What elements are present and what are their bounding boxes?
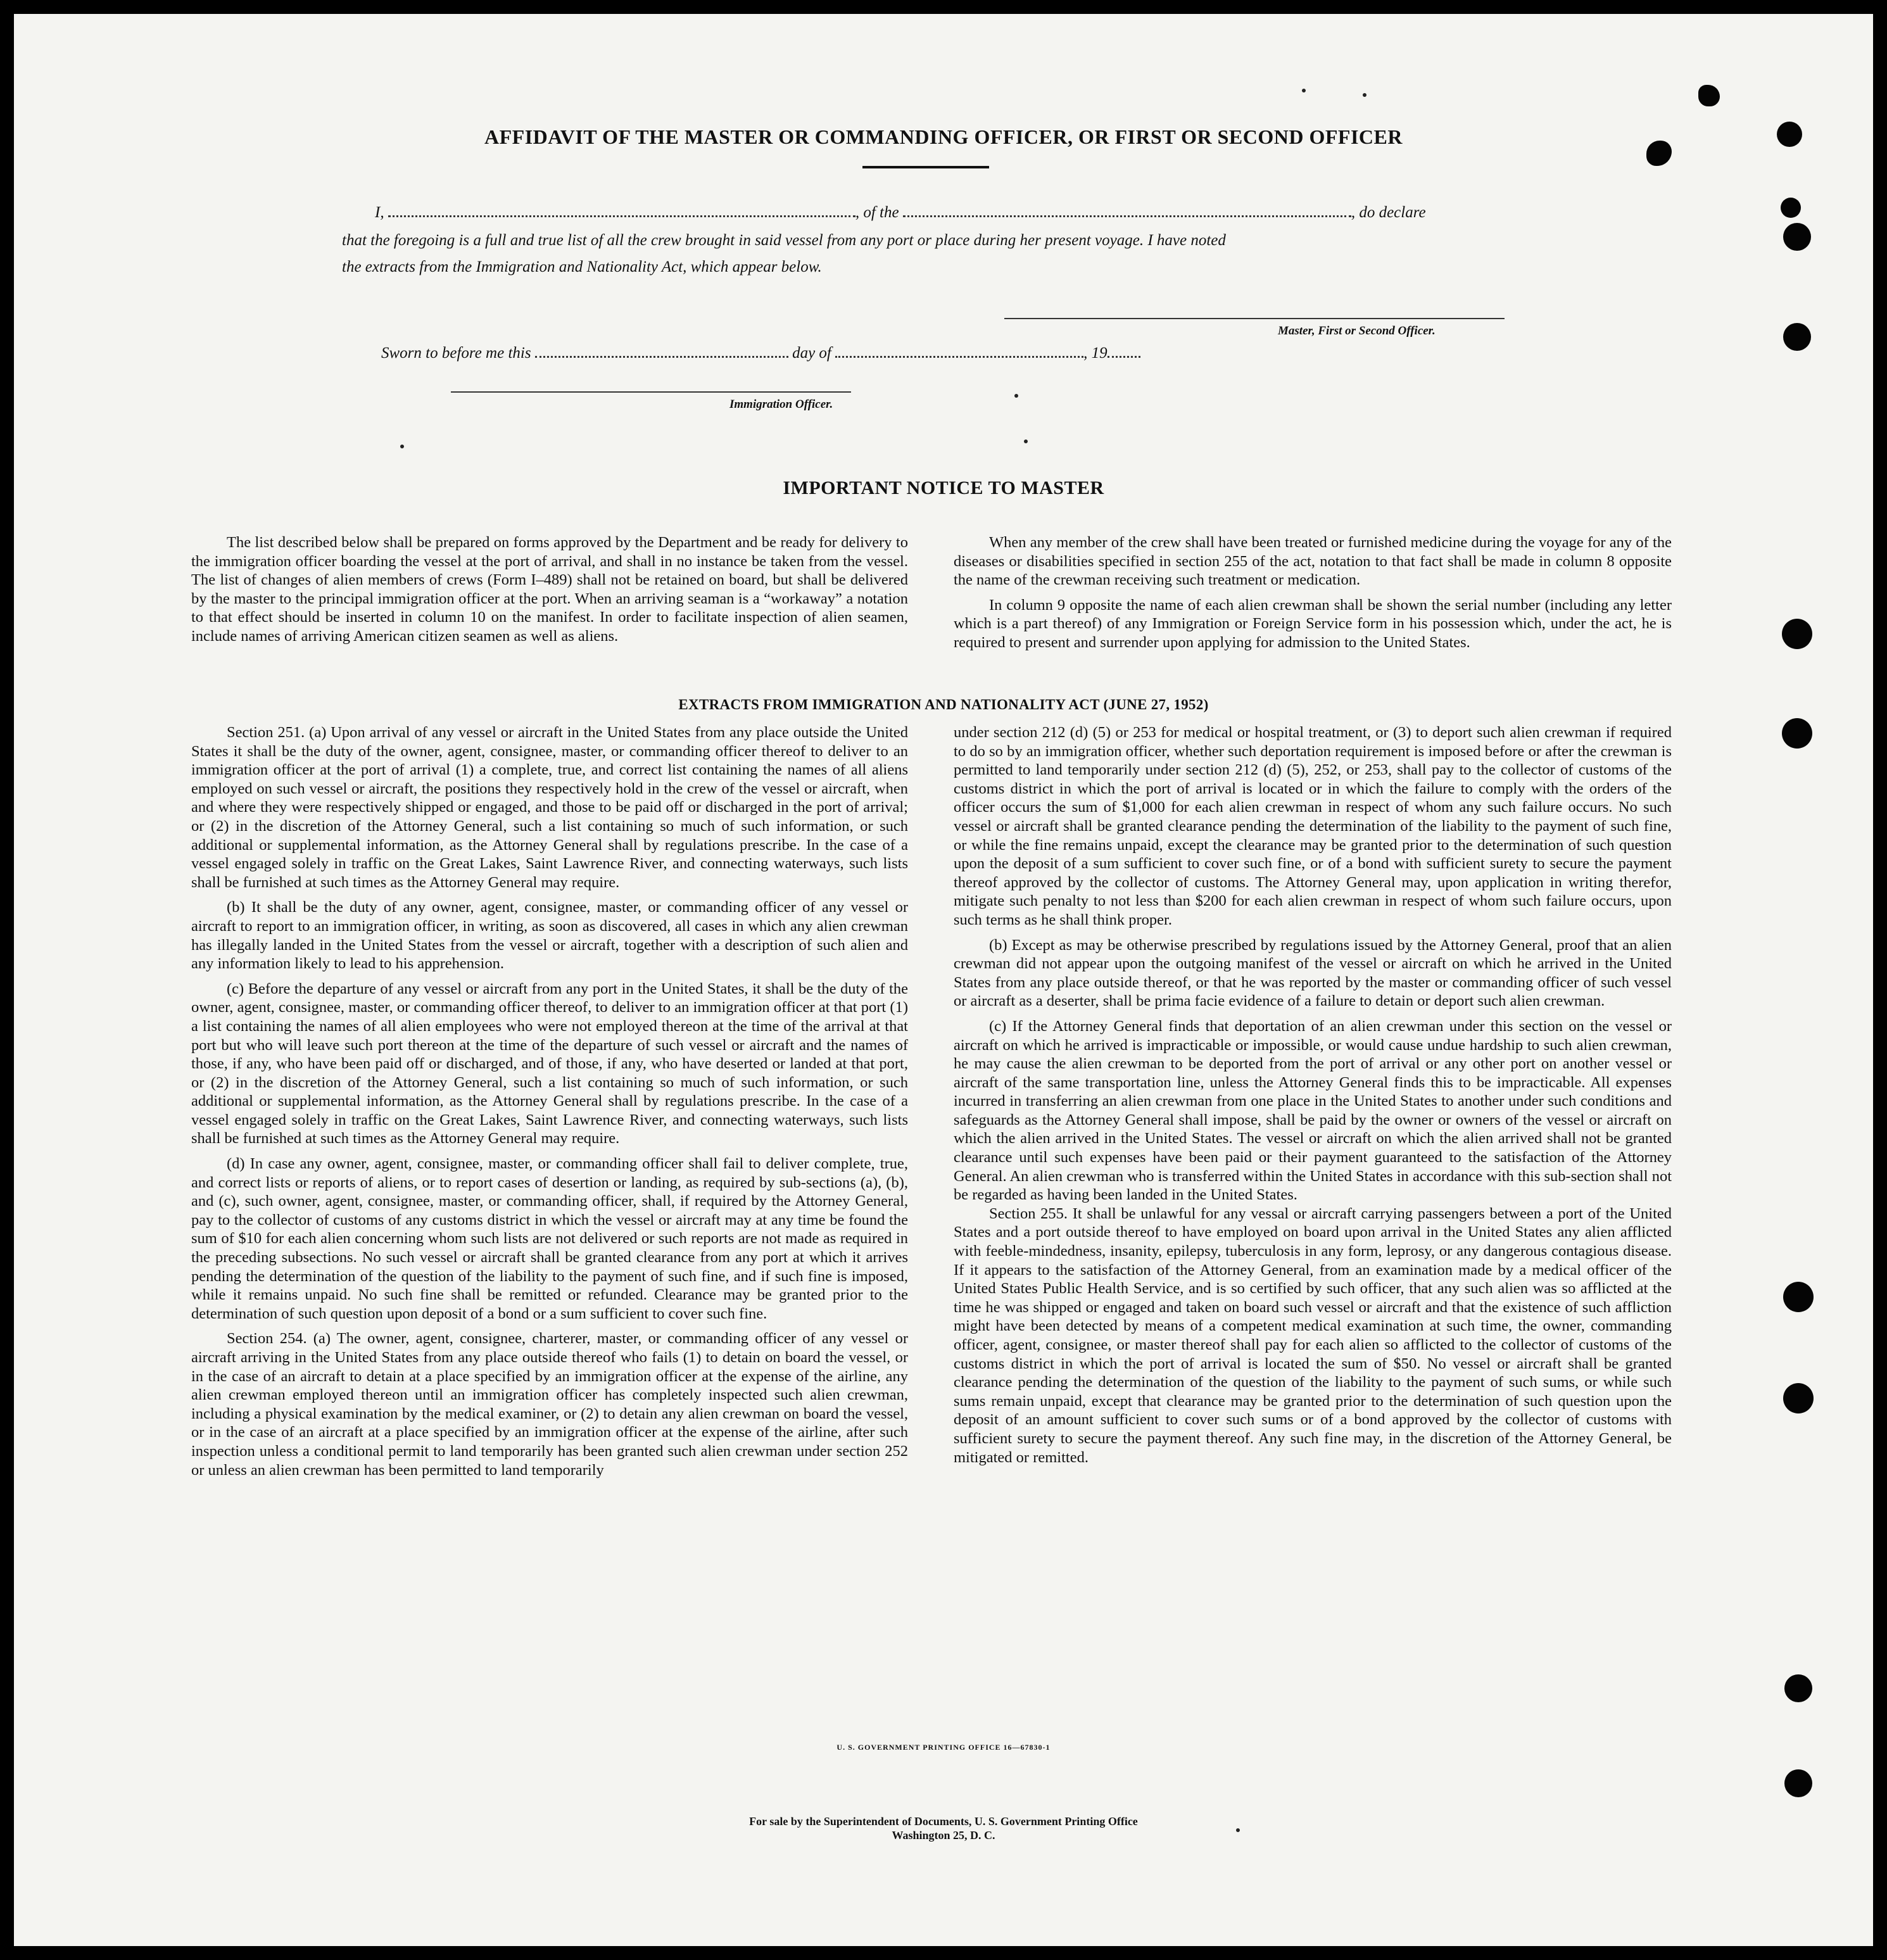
master-signature-caption: Master, First or Second Officer.: [1278, 324, 1436, 338]
section-251-a: Section 251. (a) Upon arrival of any vessel or aircraft in the United States from any place outside the United States it shall be the duty of the owner, agent, consignee, master, or commanding officer thereof to deliver to an immigration officer at the port of arrival (1) a complete, true, and correct list containing the names of all aliens employed on such vessel or aircraft, the positions they respectively hold in the crew of the vessel or aircraft, when and where they were respectively shipped or engaged, and those to be paid off or discharged in the port of arrival; or (2) in the discretion of the Attorney General, such a list containing so much of such information, or such additional or supplemental information, as the Attorney General shall by regulations prescribe. In the case of a vessel engaged solely in traffic on the Great Lakes, Saint Lawrence River, and connecting waterways, such lists shall be furnished at such times as the Attorney General may require.: [191, 724, 908, 891]
declaration-text-3: the extracts from the Immigration and Nationality Act, which appear below.: [342, 258, 822, 275]
binder-hole: [1783, 223, 1811, 251]
speck: [1363, 93, 1366, 97]
label-do-declare: , do declare: [1351, 204, 1426, 221]
sworn-day-field[interactable]: [535, 355, 788, 358]
notice-left-column: [191, 533, 908, 646]
label-of-the: , of the: [855, 204, 899, 221]
section-251-b: (b) It shall be the duty of any owner, agent, consignee, master, or commanding officer of any vessel or aircraft to report to an immigration officer, in writing, as soon as discovered, all cases in which any alien crewman has illegally landed in the United States from the vessel or aircraft, together with a description of such alien and any information likely to lead to his apprehension.: [191, 899, 908, 973]
notice-paragraph: When any member of the crew shall have been treated or furnished medicine during the voyage for any of the diseases or disabilities specified in section 255 of the act, notation to that fact shall be made in column 8 opposite the name of the crewman receiving such treatment or medication.: [954, 534, 1672, 589]
speck: [1024, 439, 1028, 443]
footer-line-1: For sale by the Superintendent of Documents, U. S. Government Printing Office: [749, 1815, 1138, 1828]
binder-hole: [1781, 198, 1801, 218]
binder-hole: [1782, 619, 1812, 649]
declaration-text-2: that the foregoing is a full and true list of all the crew brought in said vessel from any port or place during her present voyage. I have noted: [342, 232, 1226, 249]
section-251-d: (d) In case any owner, agent, consignee, master, or commanding officer shall fail to deliver complete, true, and correct lists or reports of aliens, or to report cases of desertion or landing, as required by sub-sections (a), (b), and (c), such owner, agent, consignee, master, or commanding officer, shall, if required by the Attorney General, pay to the collector of customs of any customs district in which the vessel or aircraft may at any time be found the sum of $10 for each alien concerning whom such lists are not delivered or such reports are not made as required in the preceding subsections. No such vessel or aircraft shall be granted clearance from any port at which it arrives pending the determination of the question of the liability to the payment of such fine, and if such fine is imposed, while it remains unpaid. No such fine shall be remitted or refunded. Clearance may be granted prior to the determination of such question upon deposit of a bond or a sum sufficient to cover such fine.: [191, 1155, 908, 1322]
notice-paragraph: The list described below shall be prepared on forms approved by the Department and be ready for delivery to the immigration officer boarding the vessel at the port of arrival, and shall in no instance be taken from the vessel. The list of changes of alien members of crews (Form I–489) shall not be retained on board, but shall be delivered by the master to the principal immigration officer at the port. When an arriving seaman is a “workaway” a notation to that effect should be inserted in column 10 on the manifest. In order to facilitate inspection of alien seamen, include names of arriving American citizen seamen as well as aliens.: [191, 534, 908, 645]
notice-right-column: [954, 533, 1672, 652]
label-year: , 19: [1083, 345, 1108, 362]
speck: [1014, 394, 1018, 398]
sworn-line: [381, 345, 1140, 362]
notice-title: IMPORTANT NOTICE TO MASTER: [783, 477, 1104, 498]
section-254-a-continued: under section 212 (d) (5) or 253 for medical or hospital treatment, or (3) to deport such alien crewman if required to do so by an immigration officer, whether such deportation requirement is imposed before or after the crewman is permitted to land temporarily under section 212 (d) (5), 252, or 253, shall pay to the collector of customs of the customs district in which the port of arrival is located or in which the failure to comply with the orders of the officer occurs the sum of $1,000 for each alien crewman in respect of whom any such failure occurs. No such vessel or aircraft shall be granted clearance pending the determination of the liability to the payment of such fine, or while the fine remains unpaid, except the clearance may be granted prior to the determination of such question upon the deposit of a sum sufficient to cover such fine, or of a bond with sufficient surety to secure the payment thereof approved by the collector of customs. The Attorney General may, upon application in writing therefor, mitigate such penalty to not less than $200 for each alien crewman in respect of whom such failure occurs, upon such terms as he shall think proper.: [954, 724, 1672, 928]
speck: [400, 445, 404, 448]
section-251-c: (c) Before the departure of any vessel or aircraft from any port in the United States, it shall be the duty of the owner, agent, consignee, master, or commanding officer thereof, to deliver to an immigration officer at that port (1) a list containing the names of all alien employees who were not employed thereon at the time of the arrival at that port but who will leave such port thereon at the time of the departure of such vessel or aircraft and the names of those, if any, who have been paid off or discharged, and of those, if any, who have deserted or landed at that port, or (2) in the discretion of the Attorney General, such a list containing so much of such information, or such additional or supplemental information, as the Attorney General shall by regulations prescribe. In the case of a vessel engaged solely in traffic on the Great Lakes, Saint Lawrence River, and connecting waterways, such lists shall be furnished at such times as the Attorney General may require.: [191, 980, 908, 1148]
section-254-c: (c) If the Attorney General finds that deportation of an alien crewman under this section on the vessel or aircraft on which he arrived is impracticable or impossible, or would cause undue hardship to such alien crewman, he may cause the alien crewman to be deported from the port of arrival or any other port on another vessel or aircraft of the same transportation line, unless the Attorney General finds this to be impracticable. All expenses incurred in transferring an alien crewman from one place in the United States to another under such conditions and safeguards as the Attorney General shall impose, shall be paid by the owner or owners of the vessel or aircraft on which the alien arrived in the United States. The vessel or aircraft on which the alien arrived shall not be granted clearance until such expenses have been paid or their payment guaranteed to the satisfaction of the Attorney General. An alien crewman who is transferred within the United States in accordance with this sub-section shall not be regarded as having been landed in the United States.: [954, 1017, 1672, 1204]
printer-imprint: U. S. GOVERNMENT PRINTING OFFICE 16—67830-1: [836, 1743, 1051, 1752]
extracts-right-column: [954, 723, 1672, 1467]
officer-signature-caption: Immigration Officer.: [729, 398, 833, 411]
binder-hole: [1784, 1674, 1812, 1702]
document-page: [14, 14, 1873, 1946]
vessel-name-field[interactable]: [903, 215, 1351, 217]
title-underline: [862, 166, 989, 168]
binder-hole: [1783, 1282, 1814, 1312]
label-day-of: day of: [792, 345, 831, 362]
binder-hole: [1784, 1769, 1812, 1797]
affidavit-title: AFFIDAVIT OF THE MASTER OR COMMANDING OFFICER, OR FIRST OR SECOND OFFICER: [484, 125, 1403, 148]
binder-hole: [1783, 1383, 1814, 1413]
section-254-b: (b) Except as may be otherwise prescribed by regulations issued by the Attorney General, proof that an alien crewman did not appear upon the outgoing manifest of the vessel or aircraft on which he arrived in the United States from any place outside thereof, or that he was reported by the master or commanding officer of such vessel or aircraft as a deserter, shall be prima facie evidence of a failure to detain or deport such alien crewman.: [954, 936, 1672, 1010]
punch-mark: [1698, 85, 1720, 106]
extracts-title: EXTRACTS FROM IMMIGRATION AND NATIONALITY ACT (JUNE 27, 1952): [678, 697, 1209, 712]
section-255: Section 255. It shall be unlawful for any vessal or aircraft carrying passengers between a port of the United States and a port outside thereof to have employed on board upon arrival in the United States any alien afflicted with feeble-mindedness, insanity, epilepsy, tuberculosis in any form, leprosy, or any dangerous contagious disease. If it appears to the satisfaction of the Attorney General, from an examination made by a medical officer of the United States Public Health Service, and is so certified by such officer, that any such alien was so afflicted at the time he was shipped or engaged and taken on board such vessel or aircraft and that the existence of such affliction might have been detected by means of a competent medical examination at such time, the owner, commanding officer, agent, consignee, or master thereof shall pay for each alien so afflicted to the collector of customs of the customs district in which the port of arrival is located the sum of $50. No vessel or aircraft shall be granted clearance pending the determination of the question of the liability to the payment of such sums, or while such sums remain unpaid, except that clearance may be granted prior to the determination of such question upon the deposit of an amount sufficient to cover such sums or of a bond approved by the collector of customs with sufficient surety to secure the payment thereof. Any such fine may, in the discretion of the Attorney General, be mitigated or remitted.: [954, 1204, 1672, 1466]
declaration-line: [375, 204, 1426, 222]
footer-line-2: Washington 25, D. C.: [892, 1829, 995, 1842]
label-i: I,: [375, 204, 384, 221]
section-254-a: Section 254. (a) The owner, agent, consignee, charterer, master, or commanding officer of any vessel or aircraft arriving in the United States from any place outside thereof who fails (1) to detain on board the vessel, or in the case of an aircraft to detain at a place specified by an immigration officer at the expense of the airline, any alien crewman employed thereon until an immigration officer has completely inspected such alien crewman, including a physical examination by the medical examiner, or (2) to detain any alien crewman on board the vessel, or in the case of an aircraft at a place specified by an immigration officer at the expense of the airline, after such inspection unless a conditional permit to land temporarily has been granted such alien crewman under section 252 or unless an alien crewman has been permitted to land temporarily: [191, 1330, 908, 1479]
sworn-year-field[interactable]: [1108, 355, 1140, 358]
officer-signature-line[interactable]: [451, 391, 851, 393]
master-name-field[interactable]: [388, 215, 855, 217]
label-sworn: Sworn to before me this: [381, 345, 531, 362]
sworn-month-field[interactable]: [835, 355, 1083, 358]
binder-hole: [1782, 718, 1812, 749]
binder-hole: [1783, 323, 1811, 351]
speck: [1302, 89, 1306, 92]
master-signature-line[interactable]: [1004, 318, 1505, 319]
extracts-left-column: [191, 723, 908, 1479]
notice-paragraph: In column 9 opposite the name of each alien crewman shall be shown the serial number (including any letter which is a part thereof) of any Immigration or Foreign Service form in his possession which, under the act, he is required to present and surrender upon applying for admission to the United States.: [954, 596, 1672, 651]
